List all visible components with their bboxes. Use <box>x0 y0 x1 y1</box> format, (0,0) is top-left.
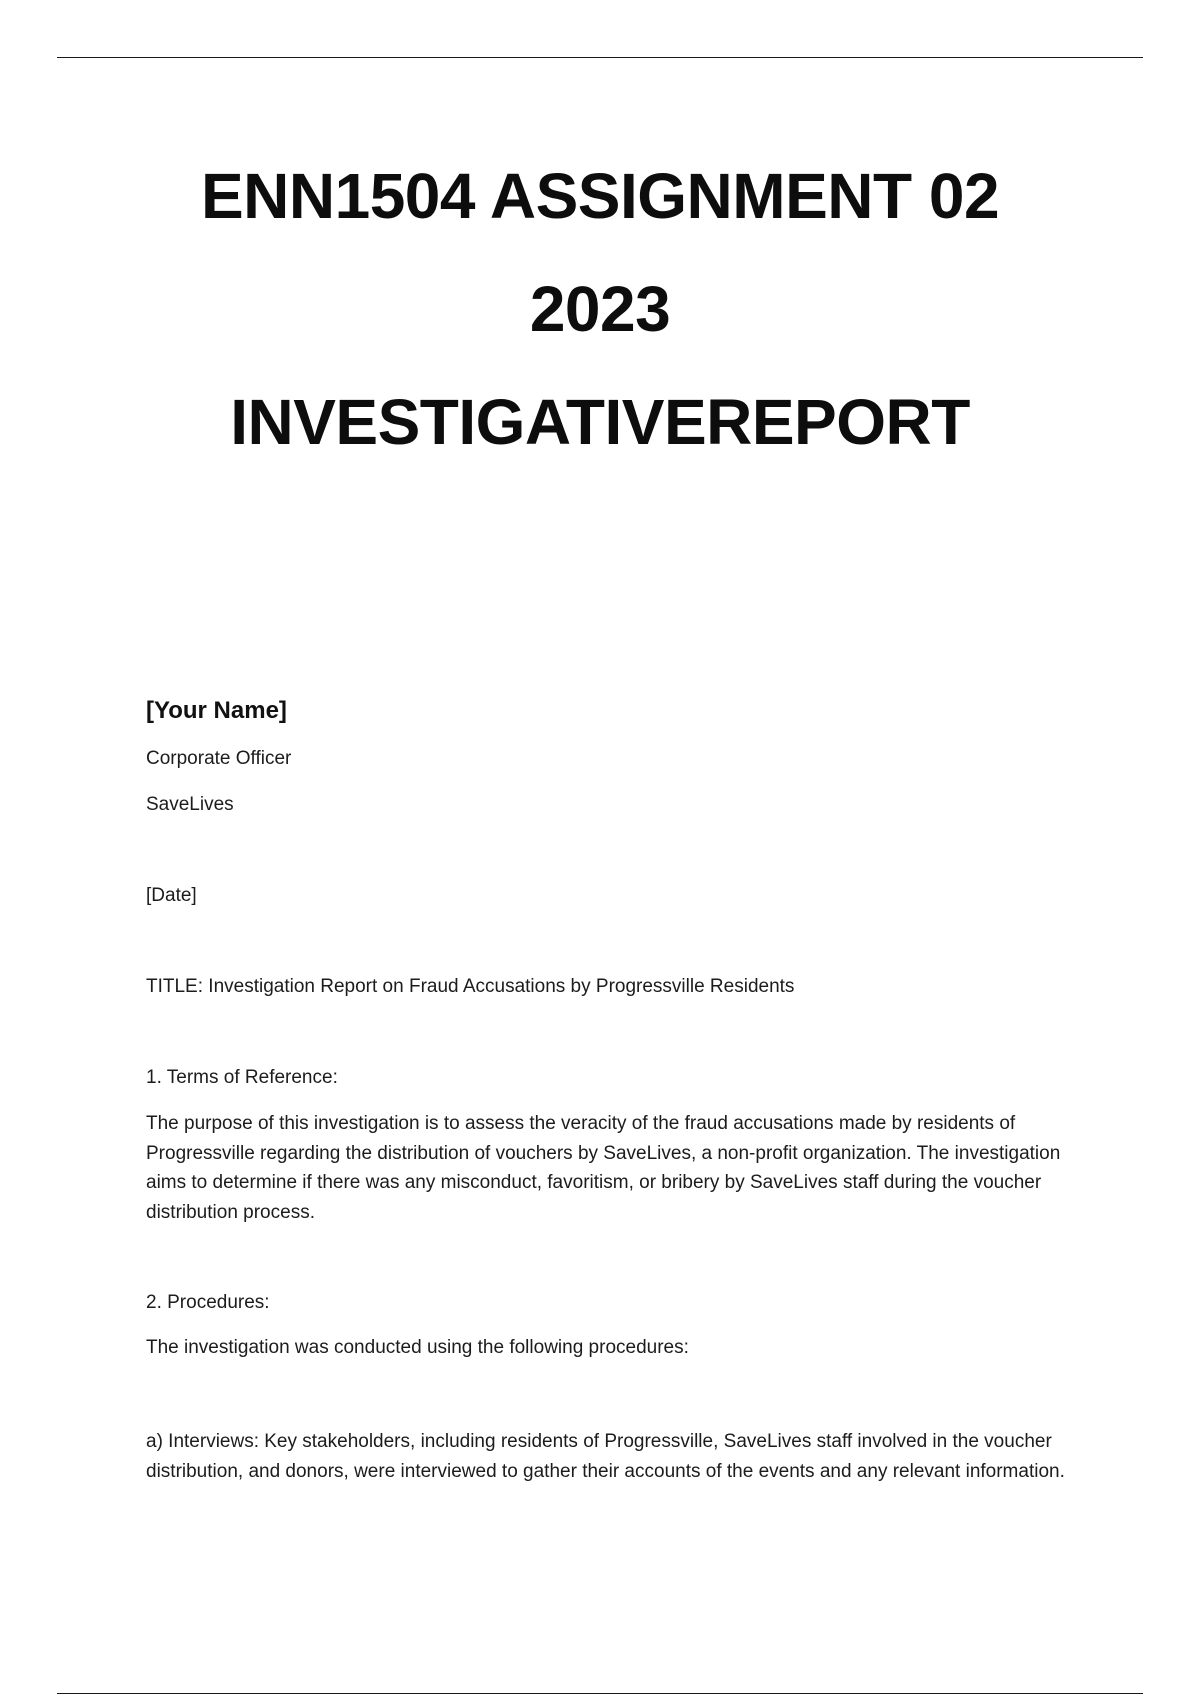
procedures-heading: 2. Procedures: <box>146 1292 270 1313</box>
terms-body: The purpose of this investigation is to assess the veracity of the fraud accusations made by residents of Progressville regarding the distribution of vouchers by SaveLives, a non-profit organization. The investigation aims to determine if there was any misconduct, favoritism, or bribery by SaveLives staff during the voucher distribution process. <box>146 1113 1061 1223</box>
title-line-1: ENN1504 ASSIGNMENT 02 <box>200 160 1000 232</box>
report-title: TITLE: Investigation Report on Fraud Accusations by Progressville Residents <box>146 976 795 997</box>
title-line-2: 2023 <box>529 273 671 345</box>
author-position: Corporate Officer <box>146 748 292 769</box>
terms-heading: 1. Terms of Reference: <box>146 1067 338 1088</box>
author-organization: SaveLives <box>146 794 234 815</box>
title-line-3: INVESTIGATIVEREPORT <box>230 386 970 458</box>
top-rule <box>57 57 1143 58</box>
document-title <box>0 140 1200 479</box>
report-date: [Date] <box>146 885 197 906</box>
author-name: [Your Name] <box>146 697 287 724</box>
bottom-rule <box>57 1693 1143 1694</box>
procedures-intro: The investigation was conducted using the following procedures: <box>146 1337 689 1358</box>
procedure-a: a) Interviews: Key stakeholders, including residents of Progressville, SaveLives staff involved in the voucher distribution, and donors, were interviewed to gather their accounts of the events and any relevant information. <box>146 1431 1065 1482</box>
